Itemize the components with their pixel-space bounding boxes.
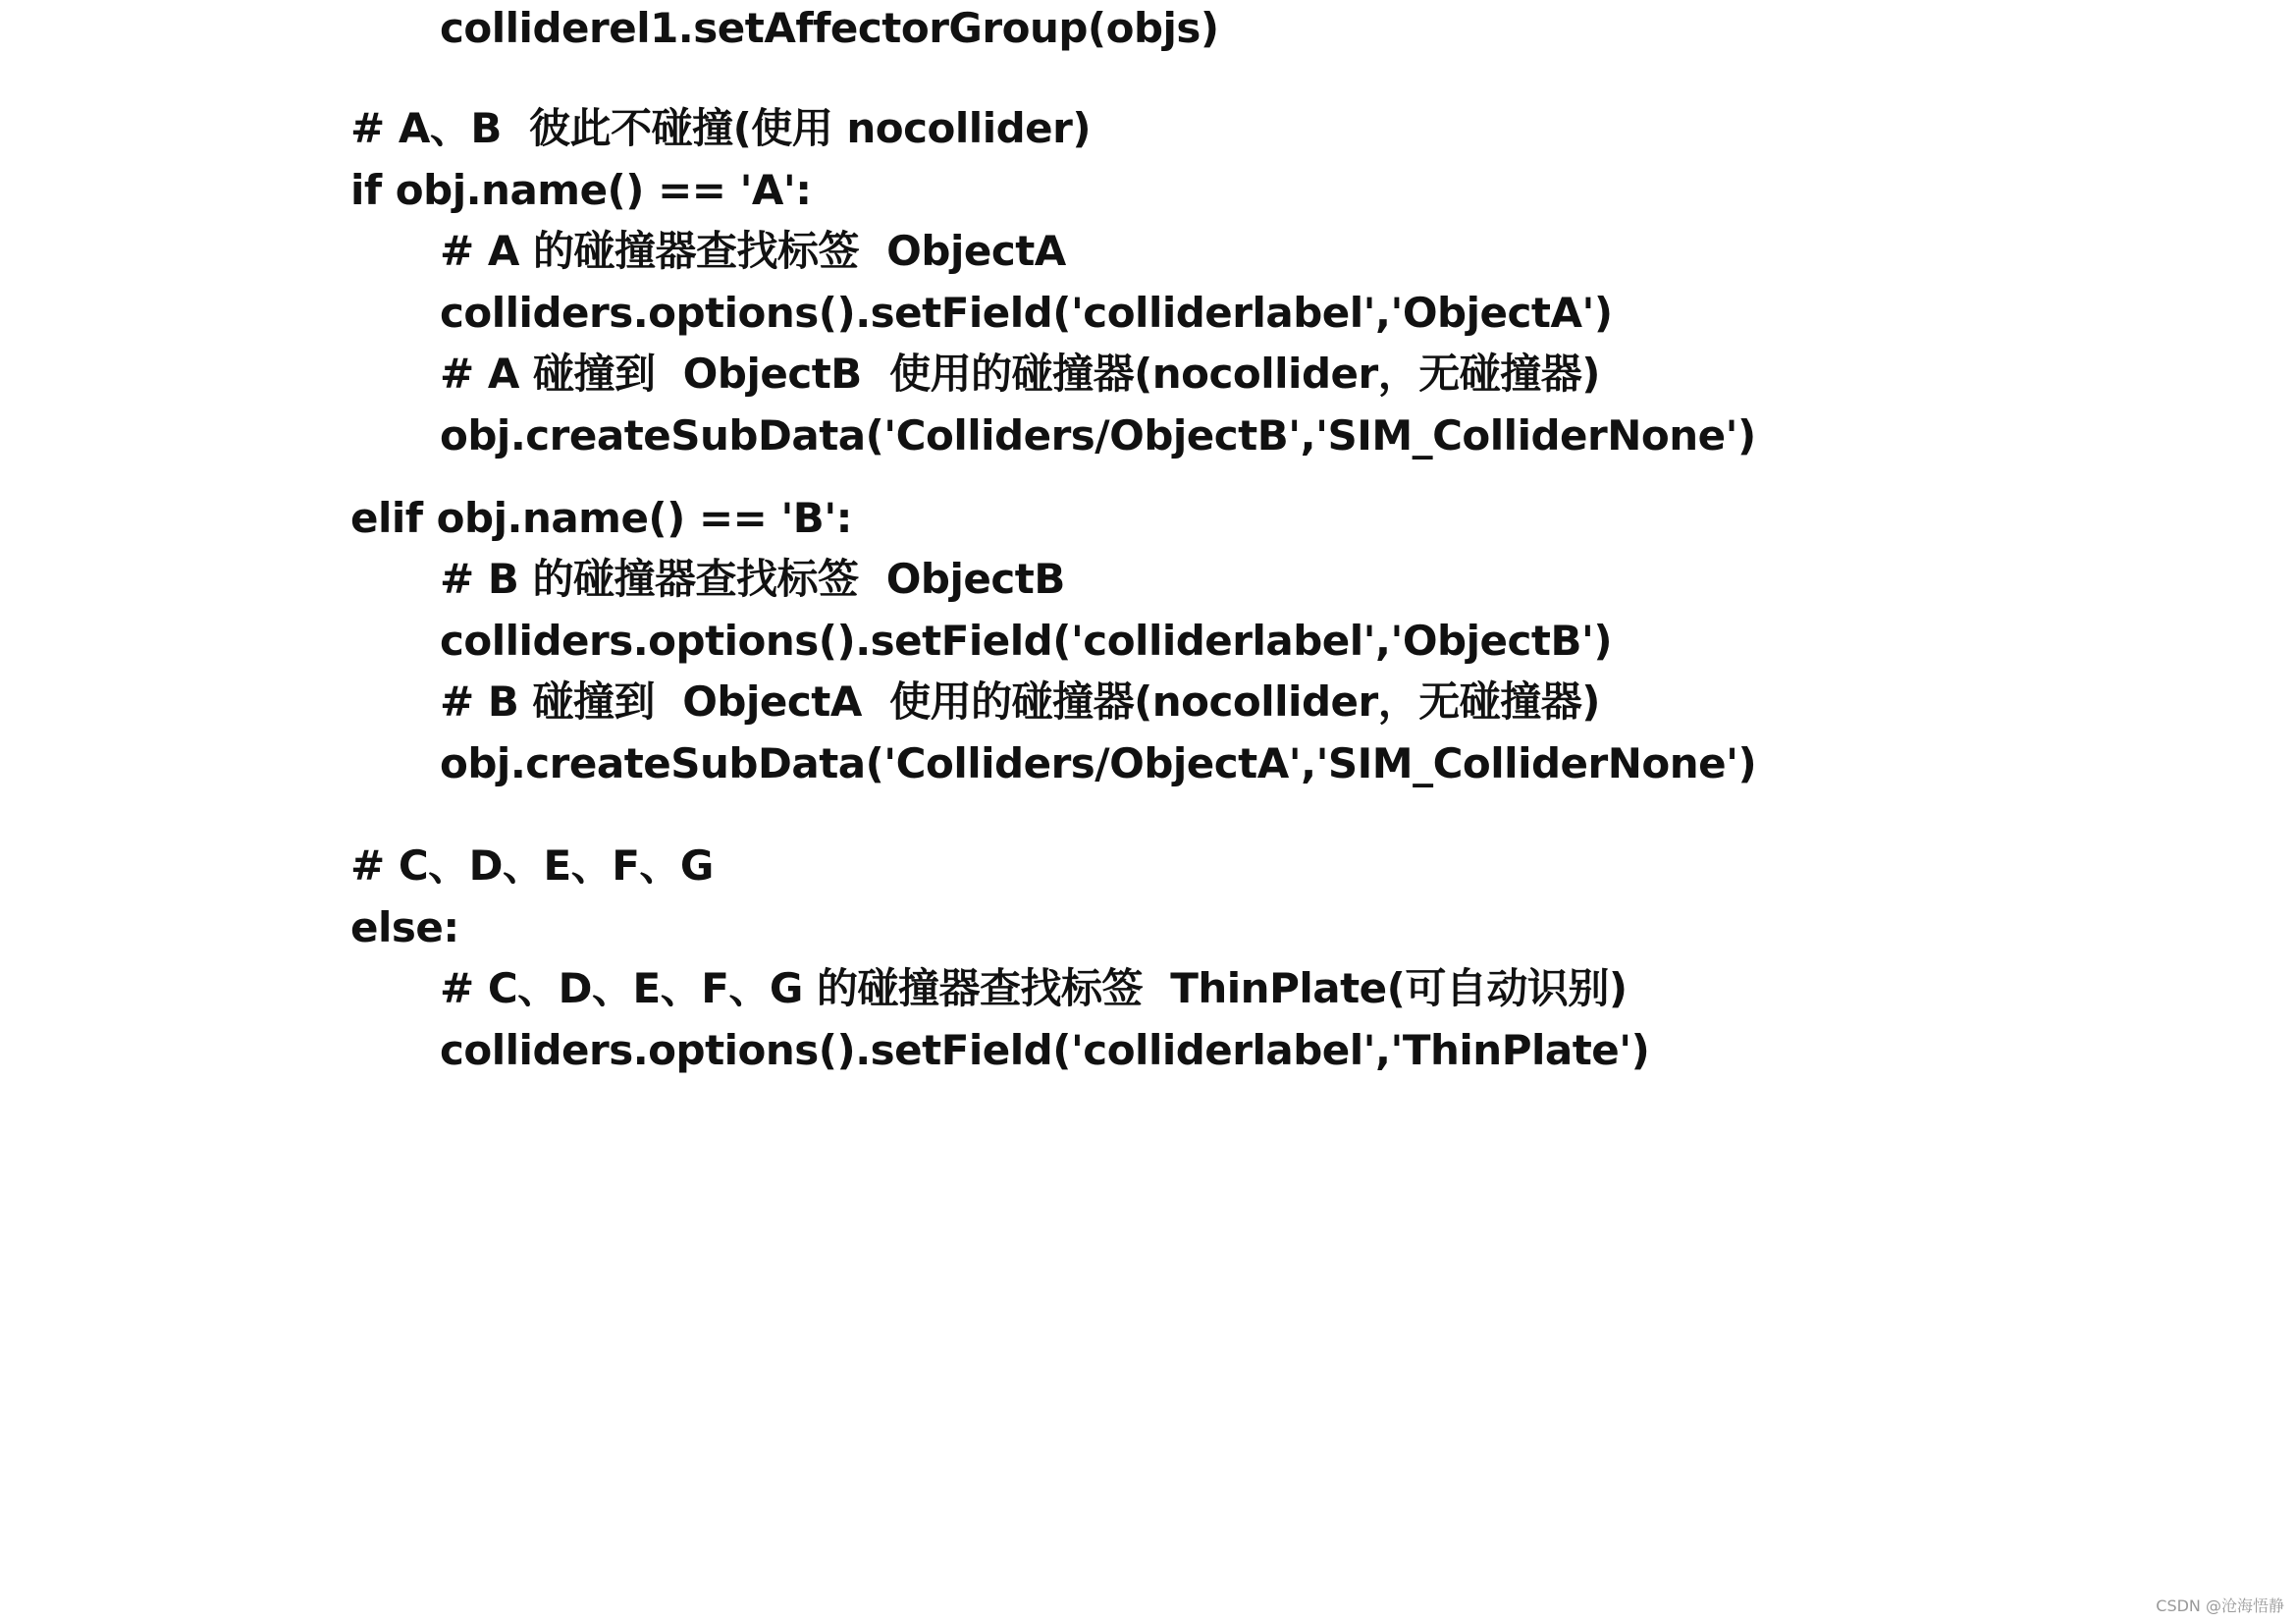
comment-c-to-g: # C、D、E、F、G [350,841,714,890]
watermark: CSDN @沧海悟静 [2156,1597,2284,1615]
code-line-set-affector-group: colliderel1.setAffectorGroup(objs) [440,4,1219,52]
code-line-create-subdata-b: obj.createSubData('Colliders/ObjectB','SIM_ColliderNone') [440,411,1756,460]
code-line-if-a: if obj.name() == 'A': [350,166,812,214]
comment-a-label: # A 的碰撞器查找标签 ObjectA [440,227,1066,275]
comment-a-collides-b: # A 碰撞到 ObjectB 使用的碰撞器(nocollider，无碰撞器) [440,350,1600,398]
comment-b-collides-a: # B 碰撞到 ObjectA 使用的碰撞器(nocollider，无碰撞器) [440,677,1600,726]
code-line-set-field-thinplate: colliders.options().setField('colliderlabel','ThinPlate') [440,1026,1650,1074]
code-line-else: else: [350,903,459,951]
comment-b-label: # B 的碰撞器查找标签 ObjectB [440,555,1065,603]
code-line-set-field-b: colliders.options().setField('colliderlabel','ObjectB') [440,617,1613,665]
code-line-create-subdata-a: obj.createSubData('Colliders/ObjectA','SIM_ColliderNone') [440,739,1757,787]
comment-c-to-g-label: # C、D、E、F、G 的碰撞器查找标签 ThinPlate(可自动识别) [440,964,1628,1012]
code-line-set-field-a: colliders.options().setField('colliderlabel','ObjectA') [440,289,1613,337]
code-line-elif-b: elif obj.name() == 'B': [350,494,852,542]
comment-a-b-no-collide: # A、B 彼此不碰撞(使用 nocollider) [350,104,1092,152]
